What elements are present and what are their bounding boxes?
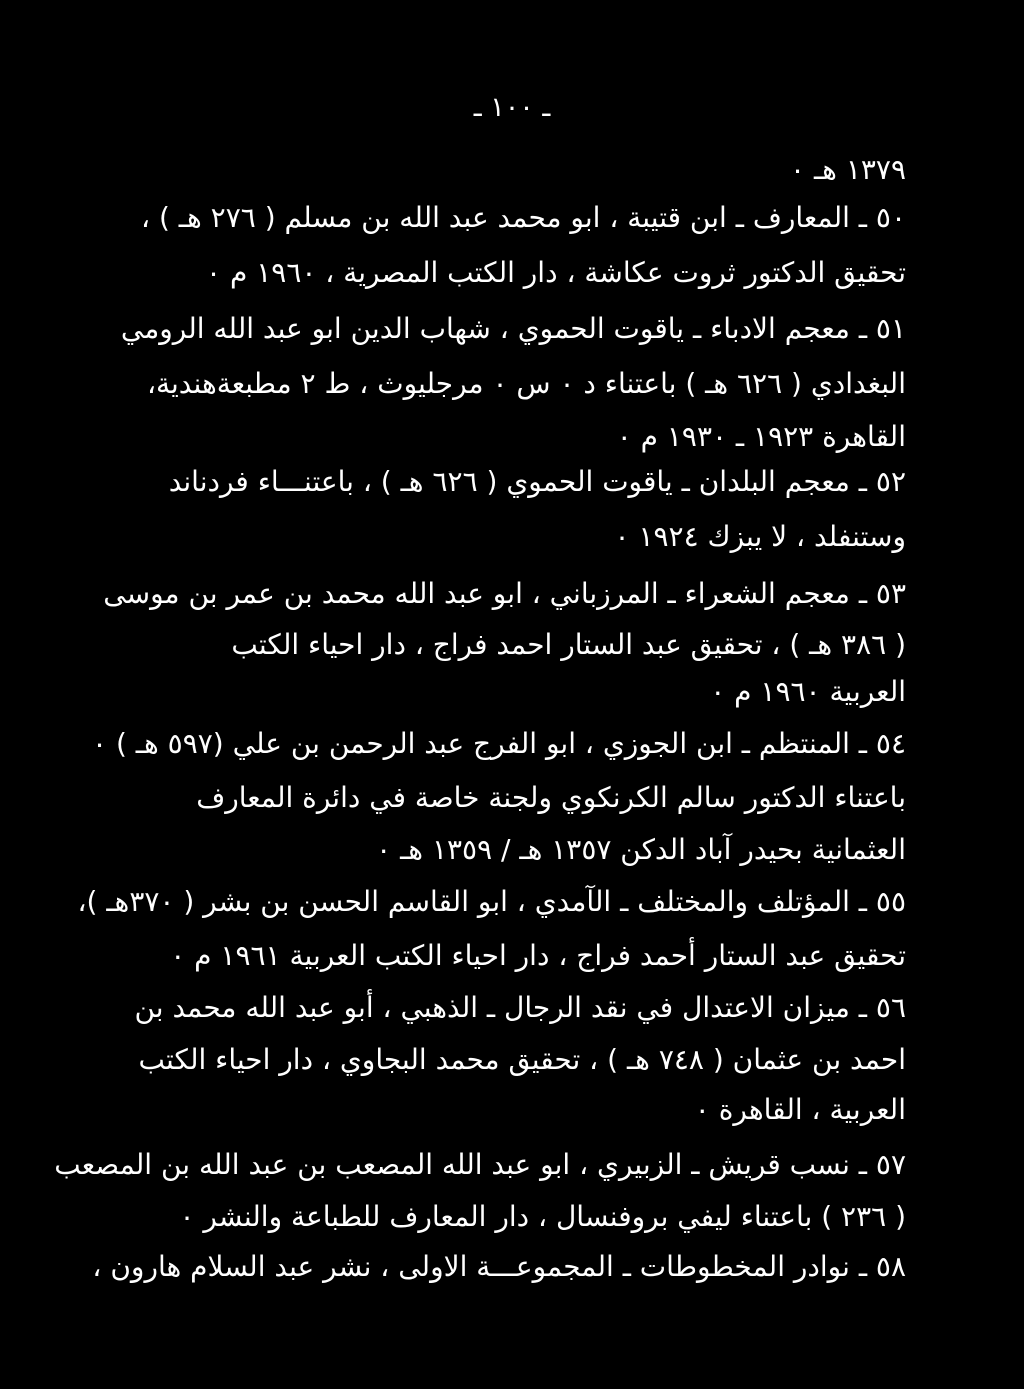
text-line: ١٣٧٩ هـ ٠ <box>790 153 906 186</box>
text-line: ٥٧ ـ نسب قريش ـ الزبيري ، ابو عبد الله المصعب بن عبد الله بن المصعب <box>54 1148 906 1181</box>
text-line: تحقيق عبد الستار أحمد فراج ، دار احياء الكتب العربية ١٩٦١ م ٠ <box>170 939 906 972</box>
text-line: وستنفلد ، لا يبزك ١٩٢٤ ٠ <box>614 520 906 553</box>
text-line: ( ٣٨٦ هـ ) ، تحقيق عبد الستار احمد فراج ، دار احياء الكتب <box>231 628 906 661</box>
text-line: القاهرة ١٩٢٣ ـ ١٩٣٠ م ٠ <box>616 420 906 453</box>
text-line: العربية ١٩٦٠ م ٠ <box>710 675 906 708</box>
page-number: ـ ١٠٠ ـ <box>473 92 551 123</box>
text-line: ٥٨ ـ نوادر المخطوطات ـ المجموعـــة الاولى ، نشر عبد السلام هارون ، <box>92 1250 906 1283</box>
text-line: ٥٦ ـ ميزان الاعتدال في نقد الرجال ـ الذهبي ، أبو عبد الله محمد بن <box>134 991 906 1024</box>
text-line: البغدادي ( ٦٢٦ هـ ) باعتناء د ٠ س ٠ مرجليوث ، ط ٢ مطبعةهندية، <box>146 367 906 400</box>
text-line: احمد بن عثمان ( ٧٤٨ هـ ) ، تحقيق محمد البجاوي ، دار احياء الكتب <box>138 1043 906 1076</box>
text-line: ٥٤ ـ المنتظم ـ ابن الجوزي ، ابو الفرج عبد الرحمن بن علي (٥٩٧ هـ ) ٠ <box>92 727 906 760</box>
text-line: العربية ، القاهرة ٠ <box>694 1093 906 1126</box>
text-line: ٥٣ ـ معجم الشعراء ـ المرزباني ، ابو عبد الله محمد بن عمر بن موسى <box>103 577 906 610</box>
text-line: باعتناء الدكتور سالم الكرنكوي ولجنة خاصة في دائرة المعارف <box>196 781 906 814</box>
text-line: ( ٢٣٦ ) باعتناء ليفي بروفنسال ، دار المعارف للطباعة والنشر ٠ <box>179 1200 906 1233</box>
text-line: تحقيق الدكتور ثروت عكاشة ، دار الكتب المصرية ، ١٩٦٠ م ٠ <box>206 256 906 289</box>
text-line: ٥١ ـ معجم الادباء ـ ياقوت الحموي ، شهاب الدين ابو عبد الله الرومي <box>120 312 906 345</box>
text-line: ٥٢ ـ معجم البلدان ـ ياقوت الحموي ( ٦٢٦ هـ ) ، باعتنـــاء فردناند <box>168 465 906 498</box>
text-line: العثمانية بحيدر آباد الدكن ١٣٥٧ هـ / ١٣٥٩ هـ ٠ <box>376 833 906 866</box>
text-line: ٥٠ ـ المعارف ـ ابن قتيبة ، ابو محمد عبد الله بن مسلم ( ٢٧٦ هـ ) ، <box>141 201 906 234</box>
text-line: ٥٥ ـ المؤتلف والمختلف ـ الآمدي ، ابو القاسم الحسن بن بشر ( ٣٧٠هـ )، <box>77 885 906 918</box>
